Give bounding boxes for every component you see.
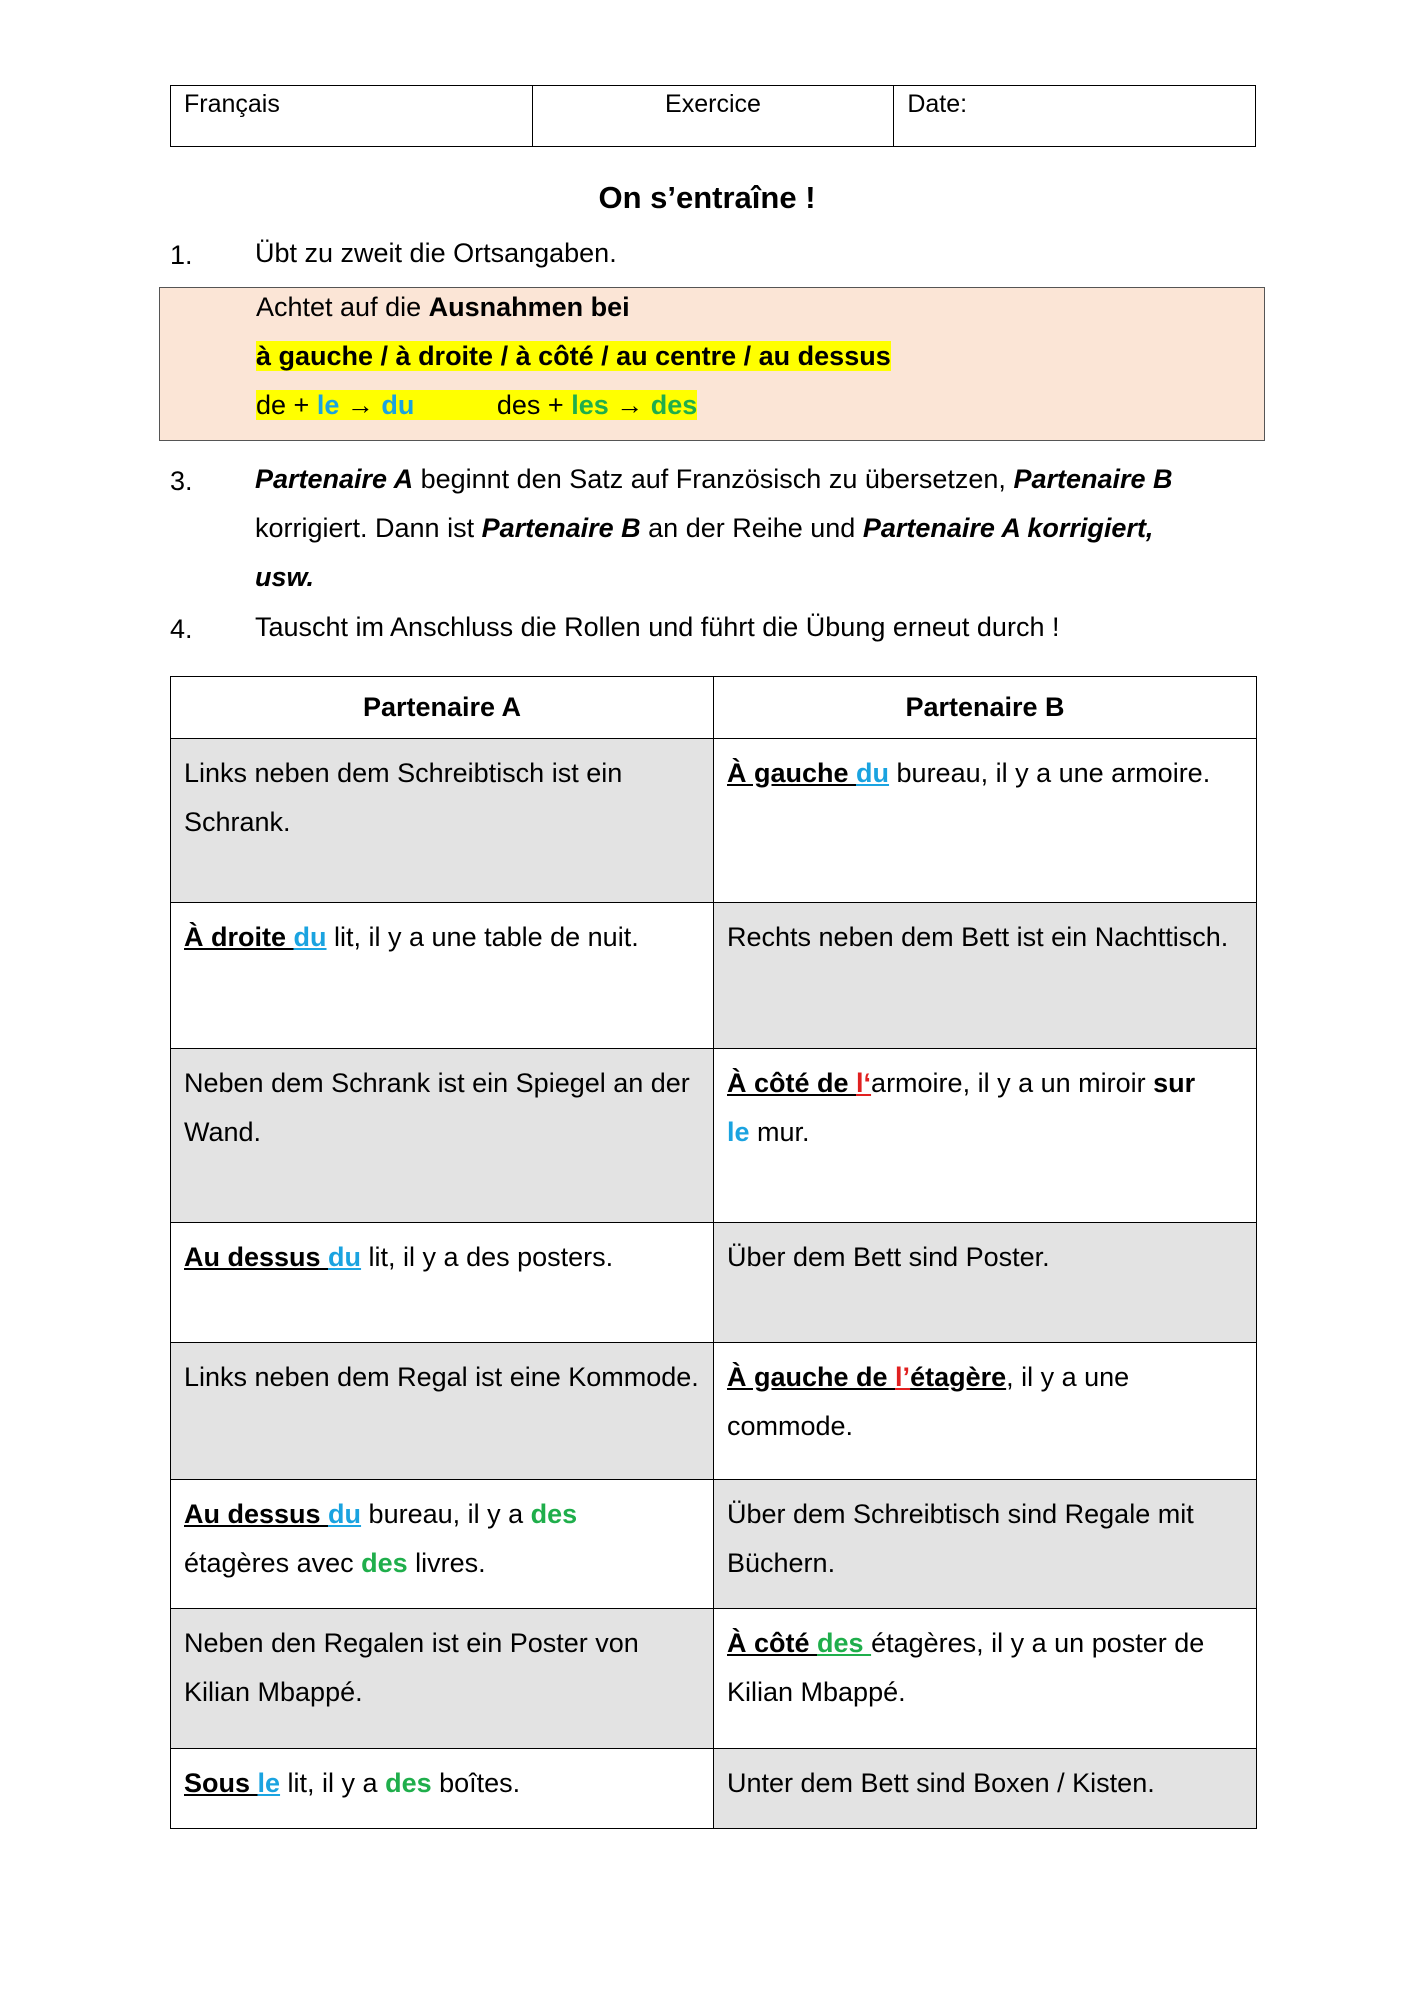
column-header-a: Partenaire A xyxy=(171,677,714,739)
step4-text: Tauscht im Anschluss die Rollen und führt die Übung erneut durch ! xyxy=(255,612,1060,642)
header-table xyxy=(170,85,1256,147)
cell-b: À côté de l‘armoire, il y a un miroir sur le mur. xyxy=(714,1049,1257,1223)
page-title: On s’entraîne ! xyxy=(598,180,816,215)
table-row xyxy=(171,739,1257,903)
cell-b: Unter dem Bett sind Boxen / Kisten. xyxy=(714,1749,1257,1829)
rule-list: à gauche / à droite / à côté / au centre / au dessus xyxy=(256,341,891,371)
table-row xyxy=(171,1223,1257,1343)
step4-number: 4. xyxy=(170,614,193,644)
table-row xyxy=(171,1049,1257,1223)
cell-a: Links neben dem Regal ist eine Kommode. xyxy=(171,1343,714,1480)
step1-number: 1. xyxy=(170,240,193,270)
table-row xyxy=(171,1749,1257,1829)
cell-b: À gauche du bureau, il y a une armoire. xyxy=(714,739,1257,903)
cell-b: Rechts neben dem Bett ist ein Nachttisch. xyxy=(714,903,1257,1049)
table-row xyxy=(171,903,1257,1049)
cell-a: Au dessus du lit, il y a des posters. xyxy=(171,1223,714,1343)
cell-b: À côté des étagères, il y a un poster de Kilian Mbappé. xyxy=(714,1609,1257,1749)
cell-b: À gauche de l’étagère, il y a une commode. xyxy=(714,1343,1257,1480)
header-date: Date: xyxy=(894,86,1256,147)
step1-text: Übt zu zweit die Ortsangaben. xyxy=(255,238,617,268)
table-row xyxy=(171,1480,1257,1609)
cell-a: Neben dem Schrank ist ein Spiegel an der Wand. xyxy=(171,1049,714,1223)
rule-intro: Achtet auf die Ausnahmen bei xyxy=(256,292,630,322)
step3-text: Partenaire A beginnt den Satz auf Französisch zu übersetzen, Partenaire B korrigiert. Dann ist Partenaire B an der Reihe und Partenaire A korrigiert, usw. xyxy=(255,464,1173,592)
rule-contractions: de + le → du des + les → des xyxy=(256,390,698,420)
rule-box xyxy=(159,287,1265,441)
header-type: Exercice xyxy=(532,86,894,147)
cell-a: Au dessus du bureau, il y a des étagères avec des livres. xyxy=(171,1480,714,1609)
header-subject: Français xyxy=(171,86,533,147)
column-header-b: Partenaire B xyxy=(714,677,1257,739)
cell-a: Neben den Regalen ist ein Poster von Kilian Mbappé. xyxy=(171,1609,714,1749)
cell-a: Links neben dem Schreibtisch ist ein Schrank. xyxy=(171,739,714,903)
table-row xyxy=(171,1609,1257,1749)
cell-b: Über dem Bett sind Poster. xyxy=(714,1223,1257,1343)
cell-a: Sous le lit, il y a des boîtes. xyxy=(171,1749,714,1829)
cell-b: Über dem Schreibtisch sind Regale mit Büchern. xyxy=(714,1480,1257,1609)
table-row xyxy=(171,1343,1257,1480)
cell-a: À droite du lit, il y a une table de nuit. xyxy=(171,903,714,1049)
step3-number: 3. xyxy=(170,466,193,496)
exercise-table xyxy=(170,676,1257,1829)
